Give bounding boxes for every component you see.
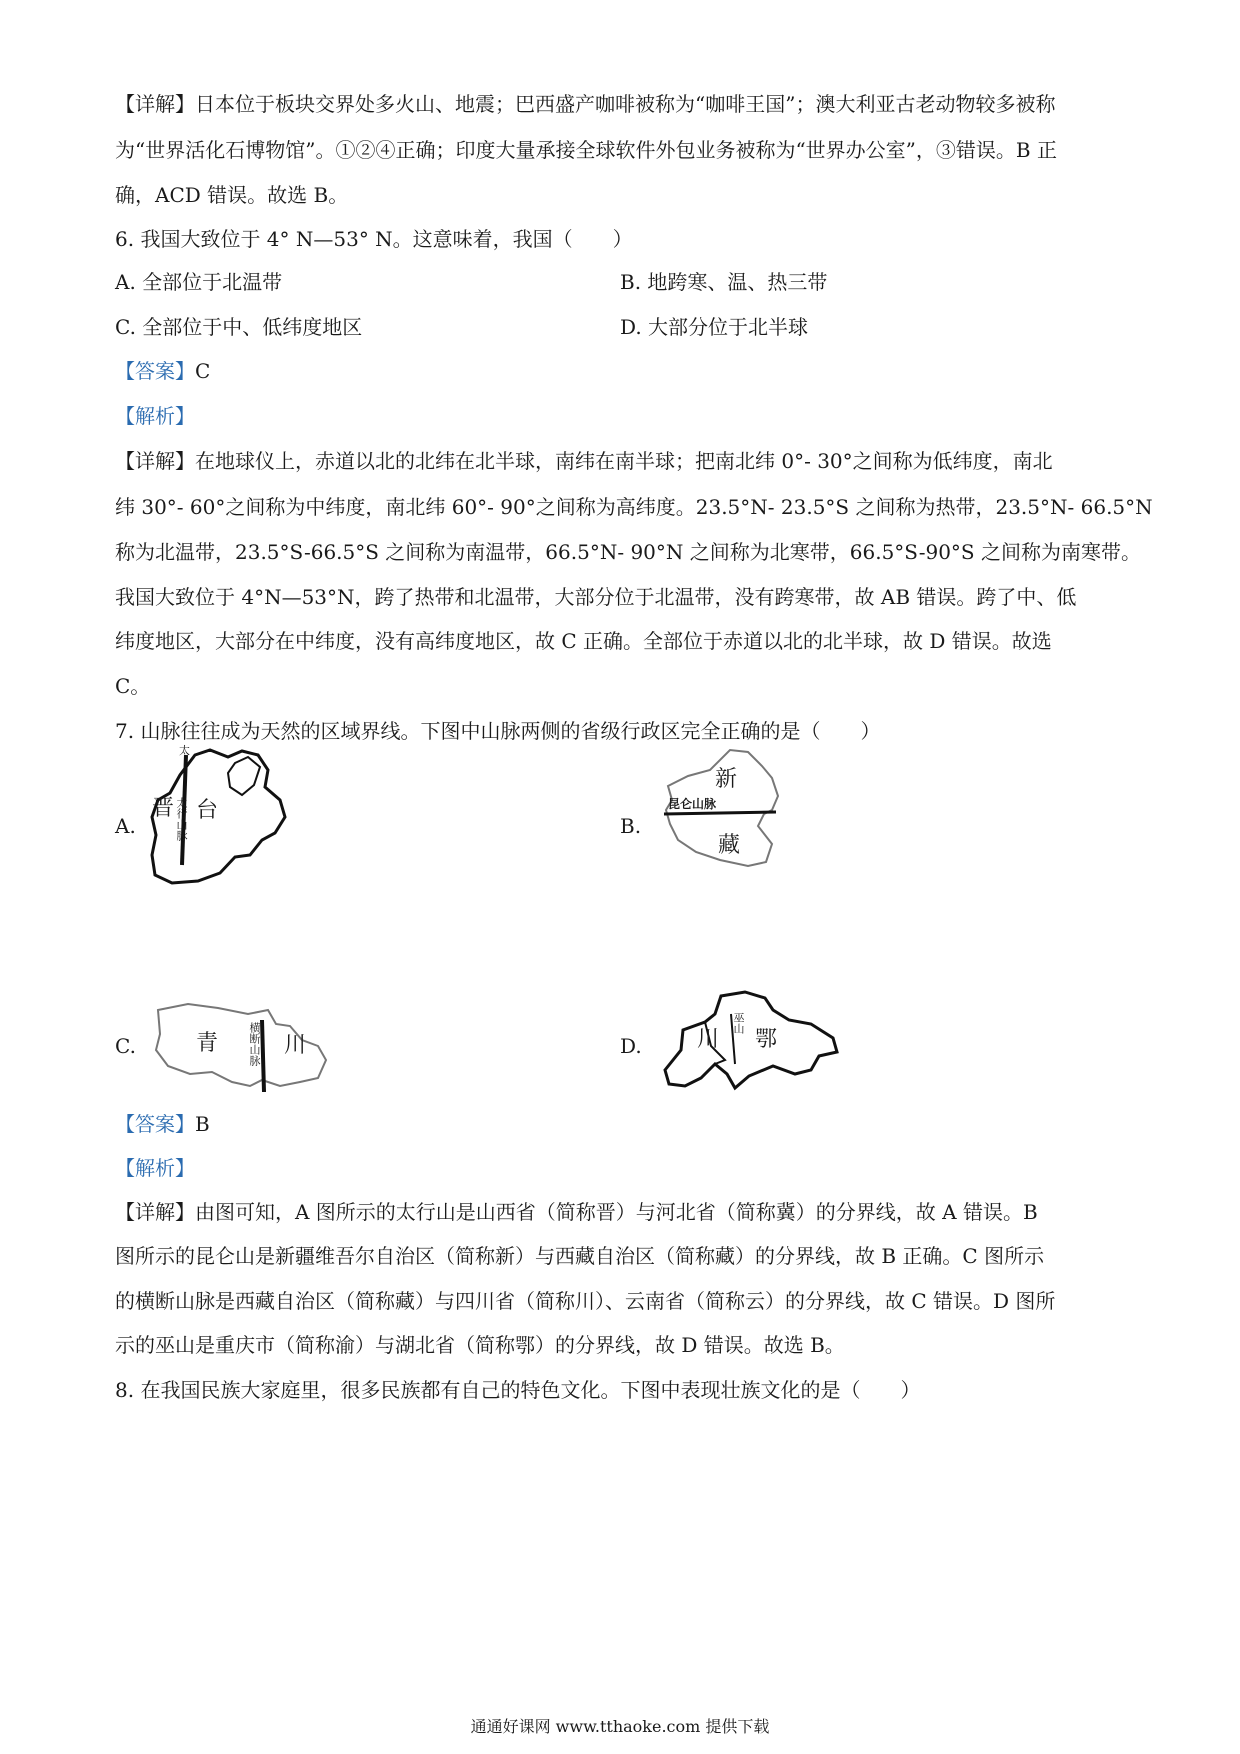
detail-tag: 【详解】 xyxy=(115,449,195,473)
q6-option-b: B. 地跨寒、温、热三带 xyxy=(620,270,828,294)
province-outline-c xyxy=(150,1000,340,1095)
map-c-right-label: 川 xyxy=(284,1033,307,1058)
q5-detail-line-3: 确，ACD 错误。故选 B。 xyxy=(115,183,349,207)
q7-option-b-map xyxy=(660,748,790,873)
detail-tag: 【详解】 xyxy=(115,92,195,116)
q6-detail-line-3: 称为北温带，23.5°S-66.5°S 之间称为南温带，66.5°N- 90°N 之间称为北寒带，66.5°S-90°S 之间称为南寒带。 xyxy=(115,540,1141,564)
detail-tag: 【详解】 xyxy=(115,1200,195,1224)
map-b-top-label: 新 xyxy=(715,767,738,792)
detail-text: 日本位于板块交界处多火山、地震；巴西盛产咖啡被称为“咖啡王国”；澳大利亚古老动物较多被称 xyxy=(195,92,1056,116)
q7-option-a-map xyxy=(150,745,320,885)
detail-text: 由图可知，A 图所示的太行山是山西省（简称晋）与河北省（简称冀）的分界线，故 A 错误。B xyxy=(195,1200,1038,1224)
q6-detail-line-6: C。 xyxy=(115,674,151,698)
map-b-bottom-label: 藏 xyxy=(718,833,741,858)
q6-detail-line-1 xyxy=(115,447,1053,475)
q6-detail-line-4: 我国大致位于 4°N—53°N，跨了热带和北温带，大部分位于北温带，没有跨寒带，故 AB 错误。跨了中、低 xyxy=(115,585,1077,609)
answer-value: C xyxy=(195,359,211,383)
detail-text: 在地球仪上，赤道以北的北纬在北半球，南纬在南半球；把南北纬 0°- 30°之间称为低纬度，南北 xyxy=(195,449,1053,473)
answer-tag: 【答案】 xyxy=(115,359,195,383)
map-a-top-char: 太 xyxy=(179,744,190,757)
map-d-mountain-label: 巫山 xyxy=(732,1012,745,1034)
q7-detail-line-3: 的横断山脉是西藏自治区（简称藏）与四川省（简称川）、云南省（简称云）的分界线，故 C 错误。D 图所 xyxy=(115,1289,1056,1313)
map-a-right-label: 台 xyxy=(196,798,219,823)
map-d-right-label: 鄂 xyxy=(755,1027,778,1052)
map-b-mountain-label: 昆仑山脉 xyxy=(668,797,717,811)
province-outline-d xyxy=(655,990,845,1100)
map-d-left-label: 川 xyxy=(697,1027,720,1052)
q6-answer xyxy=(115,357,210,385)
q6-analysis-tag: 【解析】 xyxy=(115,404,195,428)
map-c-left-label: 青 xyxy=(196,1031,219,1056)
q7-stem: 7. 山脉往往成为天然的区域界线。下图中山脉两侧的省级行政区完全正确的是（ ） xyxy=(115,719,881,743)
q7-option-c-letter: C. xyxy=(115,1034,136,1058)
q7-option-c-map xyxy=(150,1000,340,1095)
page-footer: 通通好课网 www.tthaoke.com 提供下载 xyxy=(470,1717,770,1736)
q7-detail-line-4: 示的巫山是重庆市（简称渝）与湖北省（简称鄂）的分界线，故 D 错误。故选 B。 xyxy=(115,1333,845,1357)
q5-detail-line-1 xyxy=(115,90,1055,118)
q6-detail-line-2: 纬 30°- 60°之间称为中纬度，南北纬 60°- 90°之间称为高纬度。23.5°N- 23.5°S 之间称为热带，23.5°N- 66.5°N xyxy=(115,495,1153,519)
q7-detail-line-2: 图所示的昆仑山是新疆维吾尔自治区（简称新）与西藏自治区（简称藏）的分界线，故 B 正确。C 图所示 xyxy=(115,1244,1045,1268)
q7-option-b-letter: B. xyxy=(620,814,642,838)
q7-answer xyxy=(115,1110,210,1138)
map-a-mountain-label: 太行山脉 xyxy=(175,797,188,841)
answer-tag: 【答案】 xyxy=(115,1112,195,1136)
answer-value: B xyxy=(195,1112,210,1136)
q6-detail-line-5: 纬度地区，大部分在中纬度，没有高纬度地区，故 C 正确。全部位于赤道以北的北半球，故 D 错误。故选 xyxy=(115,629,1052,653)
q6-option-c: C. 全部位于中、低纬度地区 xyxy=(115,315,363,339)
map-c-mountain-label: 横断山脉 xyxy=(248,1022,261,1066)
q8-stem: 8. 在我国民族大家庭里，很多民族都有自己的特色文化。下图中表现壮族文化的是（ ） xyxy=(115,1378,921,1402)
q7-option-d-letter: D. xyxy=(620,1034,642,1058)
q7-detail-line-1 xyxy=(115,1198,1038,1226)
map-a-left-label: 晋 xyxy=(152,796,175,821)
q5-detail-line-2: 为“世界活化石博物馆”。①②④正确；印度大量承接全球软件外包业务被称为“世界办公室”，③错误。B 正 xyxy=(115,138,1057,162)
q6-option-a: A. 全部位于北温带 xyxy=(115,270,283,294)
q7-option-a-letter: A. xyxy=(115,814,136,838)
q6-stem: 6. 我国大致位于 4° N—53° N。这意味着，我国（ ） xyxy=(115,227,633,251)
q7-analysis-tag: 【解析】 xyxy=(115,1156,195,1180)
q6-option-d: D. 大部分位于北半球 xyxy=(620,315,809,339)
q7-option-d-map xyxy=(655,990,845,1100)
